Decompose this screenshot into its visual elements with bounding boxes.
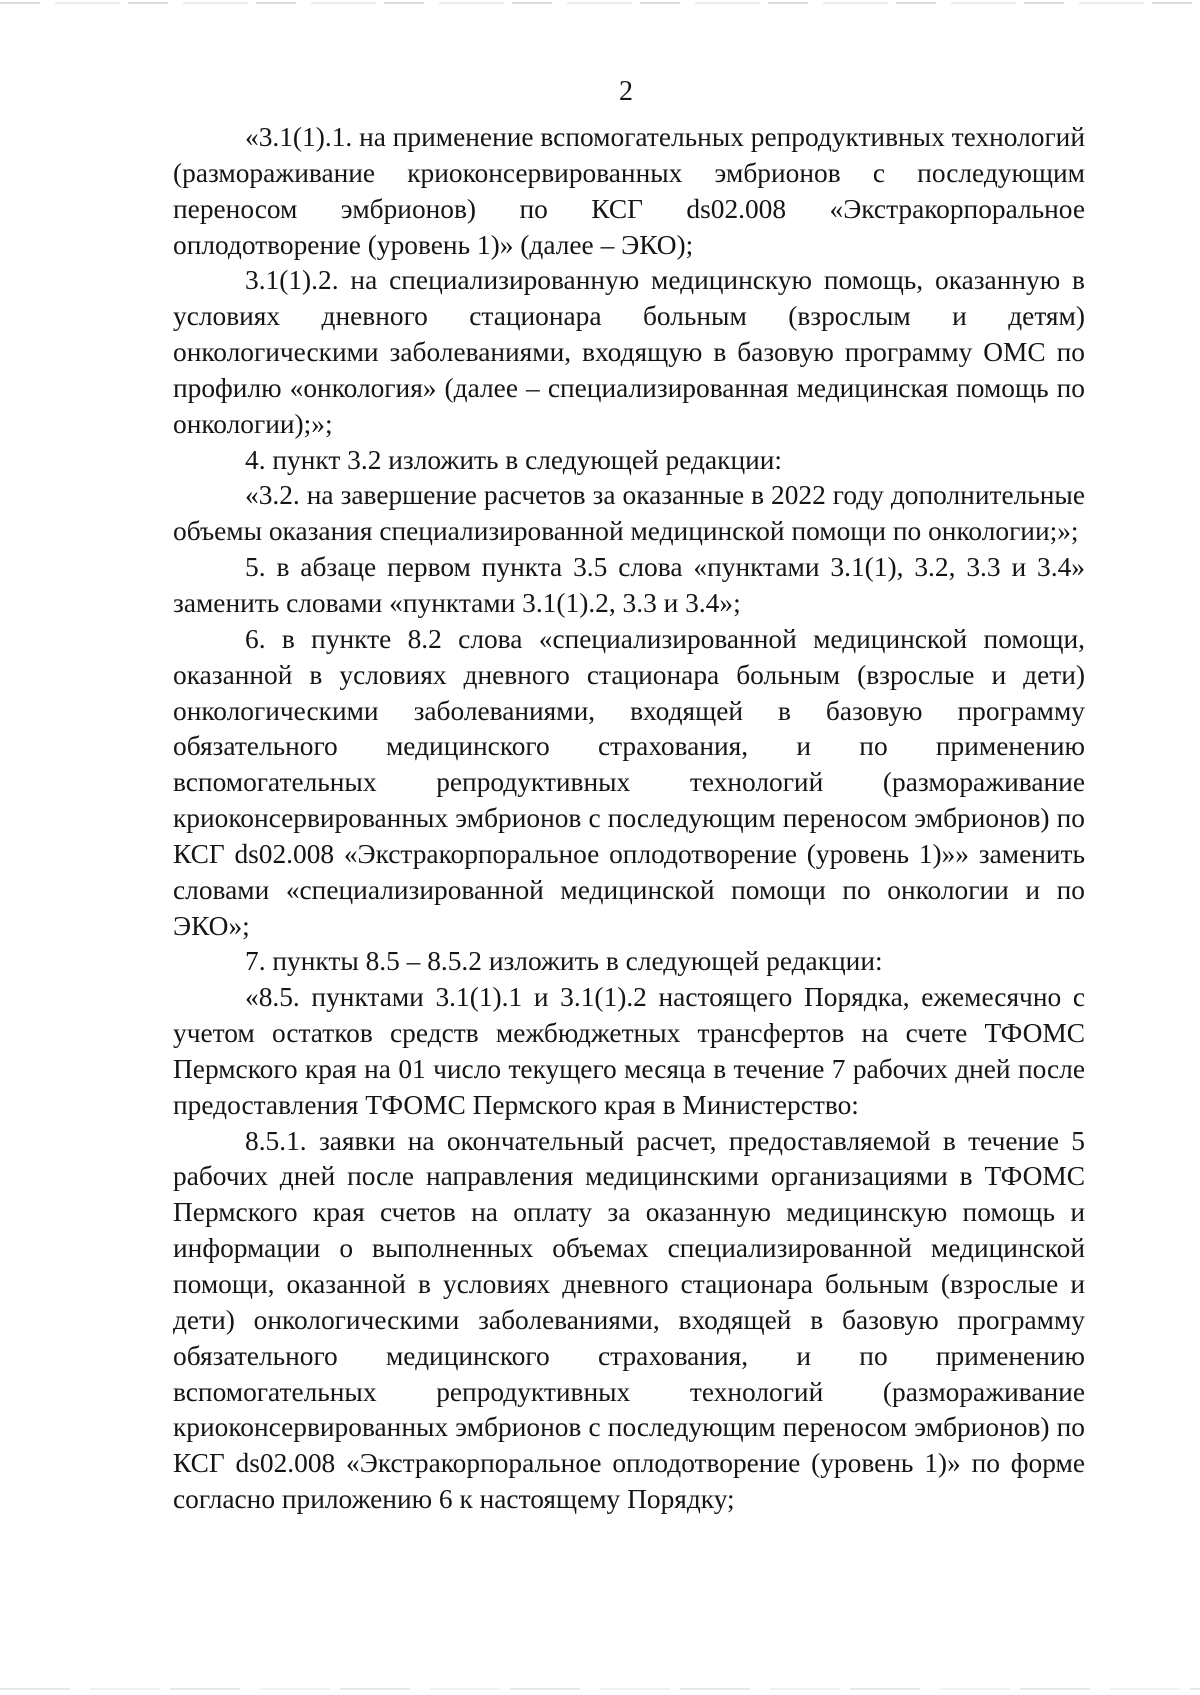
document-body: [173, 120, 1085, 1518]
paragraph-item-4: 4. пункт 3.2 изложить в следующей редакции:: [245, 444, 783, 475]
page-number: 2: [619, 76, 633, 107]
paragraph-3-2: «3.2. на завершение расчетов за оказанные в 2022 году дополнительные объемы оказания специализированной медицинской помощи по онкологии;»;: [173, 480, 1085, 547]
paragraph-3-1-1-1: «3.1(1).1. на применение вспомогательных репродуктивных технологий (размораживание криоконсервированных эмбрионов с последующим переносом эмбрионов) по КСГ ds02.008 «Экстракорпоральное оплодотворение (уровень 1)» (далее – ЭКО);: [173, 122, 1086, 260]
scan-edge-bottom: [0, 1688, 1200, 1690]
paragraph-8-5-1: 8.5.1. заявки на окончательный расчет, предоставляемой в течение 5 рабочих дней после направления медицинскими организациями в ТФОМС Пермского края счетов на оплату за оказанную медицинскую помощь и информации о выполненных объемах специализированной медицинской помощи, оказанной в условиях дневного стационара больным (взрослые и дети) онкологическими заболеваниями, входящей в базовую программу обязательного медицинского страхования, и по применению вспомогательных репродуктивных технологий (размораживание криоконсервированных эмбрионов с последующим переносом эмбрионов) по КСГ ds02.008 «Экстракорпоральное оплодотворение (уровень 1)» по форме согласно приложению 6 к настоящему Порядку;: [173, 1125, 1085, 1515]
paragraph-3-1-1-2: 3.1(1).2. на специализированную медицинскую помощь, оказанную в условиях дневного стационара больным (взрослым и детям) онкологическими заболеваниями, входящую в базовую программу ОМС по профилю «онкология» (далее – специализированная медицинская помощь по онкологии);»;: [173, 265, 1085, 439]
scan-edge-top: [0, 2, 1200, 4]
paragraph-item-6: 6. в пункте 8.2 слова «специализированной медицинской помощи, оказанной в условиях дневного стационара больным (взрослые и дети) онкологическими заболеваниями, входящей в базовую программу обязательного медицинского страхования, и по применению вспомогательных репродуктивных технологий (размораживание криоконсервированных эмбрионов с последующим переносом эмбрионов) по КСГ ds02.008 «Экстракорпоральное оплодотворение (уровень 1)»» заменить словами «специализированной медицинской помощи по онкологии и по ЭКО»;: [173, 623, 1085, 941]
paragraph-item-7: 7. пункты 8.5 – 8.5.2 изложить в следующей редакции:: [245, 946, 883, 977]
paragraph-item-5: 5. в абзаце первом пункта 3.5 слова «пунктами 3.1(1), 3.2, 3.3 и 3.4» заменить словами «пунктами 3.1(1).2, 3.3 и 3.4»;: [173, 552, 1085, 618]
paragraph-8-5: «8.5. пунктами 3.1(1).1 и 3.1(1).2 настоящего Порядка, ежемесячно с учетом остатков средств межбюджетных трансфертов на счете ТФОМС Пермского края на 01 число текущего месяца в течение 7 рабочих дней после предоставления ТФОМС Пермского края в Министерство:: [173, 982, 1085, 1120]
